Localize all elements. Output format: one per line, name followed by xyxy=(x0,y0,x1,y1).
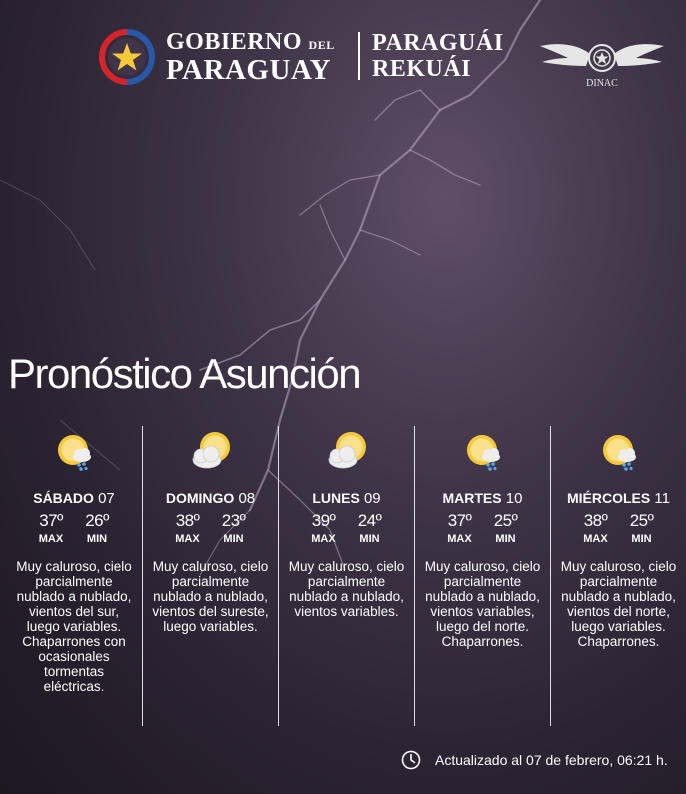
temp-min-value: 26º xyxy=(85,511,109,530)
temp-min-label: MIN xyxy=(495,533,516,545)
temp-max xyxy=(175,511,201,545)
day-heading xyxy=(279,490,414,507)
temp-max xyxy=(583,511,609,545)
paraguai-rekuai-logo xyxy=(372,30,504,83)
updated-text: Actualizado al 07 de febrero, 06:21 h. xyxy=(435,752,668,768)
forecast-description: Muy caluroso, cielo parcialmente nublado a nublado, vientos del sureste, luego variables. xyxy=(152,559,269,634)
temp-max-label: MAX xyxy=(38,533,64,545)
temperature-row xyxy=(551,511,686,545)
day-date: 10 xyxy=(505,490,523,507)
partly-cloudy-icon xyxy=(187,430,235,474)
temp-max xyxy=(311,511,337,545)
temp-max-value: 38º xyxy=(583,511,608,530)
forecast-day xyxy=(142,426,278,726)
forecast-day xyxy=(6,426,142,726)
temp-max-value: 39º xyxy=(311,511,336,530)
temp-max-value: 38º xyxy=(175,511,200,530)
day-date: 08 xyxy=(238,490,256,507)
temp-min xyxy=(629,511,655,545)
page-title: Pronóstico Asunción xyxy=(8,350,361,397)
temp-max-label: MAX xyxy=(447,533,472,545)
day-heading xyxy=(551,490,686,507)
gobierno-del-paraguay-logo xyxy=(166,30,335,85)
temp-max-label: MAX xyxy=(583,533,608,545)
forecast-day xyxy=(278,426,414,726)
temp-max-label: MAX xyxy=(175,533,200,545)
rekuai-line1: PARAGUÁI xyxy=(372,30,504,56)
forecast-description: Muy caluroso, cielo parcialmente nublado a nublado, vientos variables. xyxy=(288,559,405,619)
day-name: MIÉRCOLES xyxy=(567,490,651,506)
updated-timestamp xyxy=(401,750,668,770)
page-header xyxy=(0,22,686,92)
temp-max xyxy=(38,511,64,545)
day-heading xyxy=(415,490,550,507)
dinac-label: DINAC xyxy=(586,78,618,89)
day-heading xyxy=(6,490,142,507)
temp-min-label: MIN xyxy=(86,533,108,545)
dinac-wings-logo-icon xyxy=(538,32,666,90)
paraguay-seal-icon xyxy=(98,28,156,86)
temperature-row xyxy=(6,511,142,545)
temp-min-label: MIN xyxy=(359,533,380,545)
temp-min xyxy=(221,511,247,545)
gov-line1: GOBIERNO xyxy=(166,29,303,55)
day-date: 09 xyxy=(363,490,381,507)
temperature-row xyxy=(415,511,550,545)
temp-max-value: 37º xyxy=(39,511,63,530)
temp-min-value: 23º xyxy=(221,511,246,530)
header-divider xyxy=(358,32,360,80)
day-name: DOMINGO xyxy=(165,490,235,506)
sun-rain-icon xyxy=(595,430,643,474)
temp-min xyxy=(357,511,383,545)
temp-min-value: 24º xyxy=(357,511,382,530)
partly-cloudy-icon xyxy=(323,430,371,474)
temp-min xyxy=(84,511,110,545)
sun-rain-icon xyxy=(50,430,98,474)
temp-min xyxy=(493,511,519,545)
clock-icon xyxy=(401,750,421,770)
day-name: SÁBADO xyxy=(33,490,94,506)
gov-line1-small: DEL xyxy=(308,38,335,52)
day-heading xyxy=(143,490,278,507)
temperature-row xyxy=(279,511,414,545)
temp-max xyxy=(447,511,473,545)
temp-min-label: MIN xyxy=(631,533,652,545)
day-date: 07 xyxy=(98,490,115,507)
forecast-description: Muy caluroso, cielo parcialmente nublado a nublado, vientos variables, luego del norte. Chaparrones. xyxy=(424,559,541,649)
forecast-description: Muy caluroso, cielo parcialmente nublado a nublado, vientos del sur, luego variables. Chaparrones con ocasionales tormentas eléctricas. xyxy=(16,559,132,694)
day-name: MARTES xyxy=(442,490,502,506)
forecast-day xyxy=(414,426,550,726)
temperature-row xyxy=(143,511,278,545)
temp-min-label: MIN xyxy=(223,533,244,545)
temp-max-value: 37º xyxy=(447,511,472,530)
sun-rain-icon xyxy=(459,430,507,474)
temp-min-value: 25º xyxy=(629,511,654,530)
day-date: 11 xyxy=(654,490,670,507)
rekuai-line2: REKUÁI xyxy=(372,56,472,83)
gov-line2: PARAGUAY xyxy=(166,54,332,86)
day-name: LUNES xyxy=(312,490,360,506)
forecast-days xyxy=(6,426,686,726)
temp-min-value: 25º xyxy=(493,511,518,530)
temp-max-label: MAX xyxy=(311,533,336,545)
forecast-description: Muy caluroso, cielo parcialmente nublado a nublado, vientos del norte, luego variables. Chaparrones. xyxy=(560,559,677,649)
forecast-day xyxy=(550,426,686,726)
